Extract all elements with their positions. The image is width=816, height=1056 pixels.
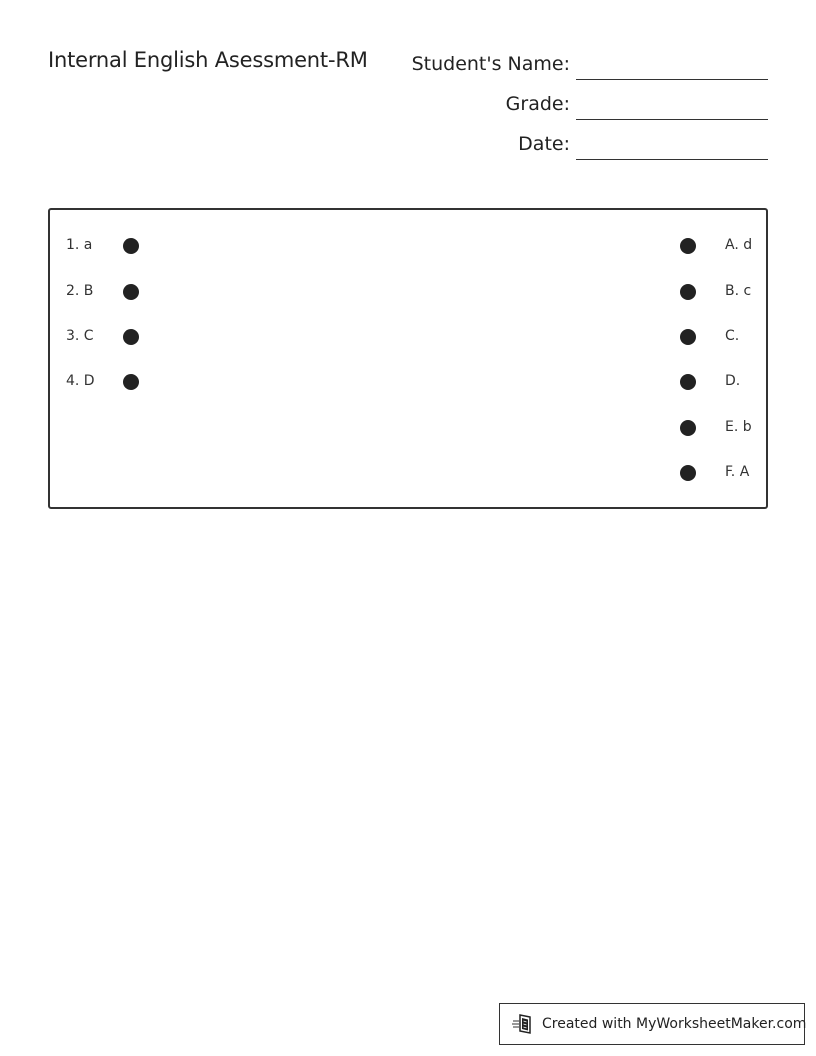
- grade-field[interactable]: [408, 86, 768, 120]
- match-dot[interactable]: [123, 374, 139, 390]
- student-name-label: Student's Name:: [411, 53, 570, 75]
- worksheet-title: Internal English Asessment-RM: [48, 48, 368, 72]
- worksheet-maker-logo-icon: [512, 1012, 536, 1036]
- match-dot[interactable]: [680, 374, 696, 390]
- matching-box: [48, 208, 768, 509]
- left-item-label: 4. D: [66, 373, 95, 389]
- match-dot[interactable]: [123, 238, 139, 254]
- left-item-label: 1. a: [66, 237, 93, 253]
- left-item-label: 2. B: [66, 283, 94, 299]
- left-item-label: 3. C: [66, 328, 94, 344]
- right-item-label: F. A: [725, 464, 750, 480]
- grade-line[interactable]: [576, 119, 768, 120]
- match-dot[interactable]: [680, 420, 696, 436]
- date-field[interactable]: [408, 126, 768, 160]
- date-label: Date:: [518, 133, 570, 155]
- match-dot[interactable]: [680, 465, 696, 481]
- match-dot[interactable]: [680, 284, 696, 300]
- student-name-field[interactable]: [408, 46, 768, 80]
- right-item-label: C.: [725, 328, 740, 344]
- match-dot[interactable]: [123, 329, 139, 345]
- footer-credit[interactable]: [499, 1003, 805, 1045]
- grade-label: Grade:: [505, 93, 570, 115]
- right-item-label: A. d: [725, 237, 753, 253]
- student-name-line[interactable]: [576, 79, 768, 80]
- date-line[interactable]: [576, 159, 768, 160]
- match-dot[interactable]: [123, 284, 139, 300]
- right-item-label: E. b: [725, 419, 752, 435]
- right-item-label: B. c: [725, 283, 752, 299]
- footer-text: Created with MyWorksheetMaker.com: [542, 1016, 807, 1032]
- match-dot[interactable]: [680, 238, 696, 254]
- right-item-label: D.: [725, 373, 741, 389]
- match-dot[interactable]: [680, 329, 696, 345]
